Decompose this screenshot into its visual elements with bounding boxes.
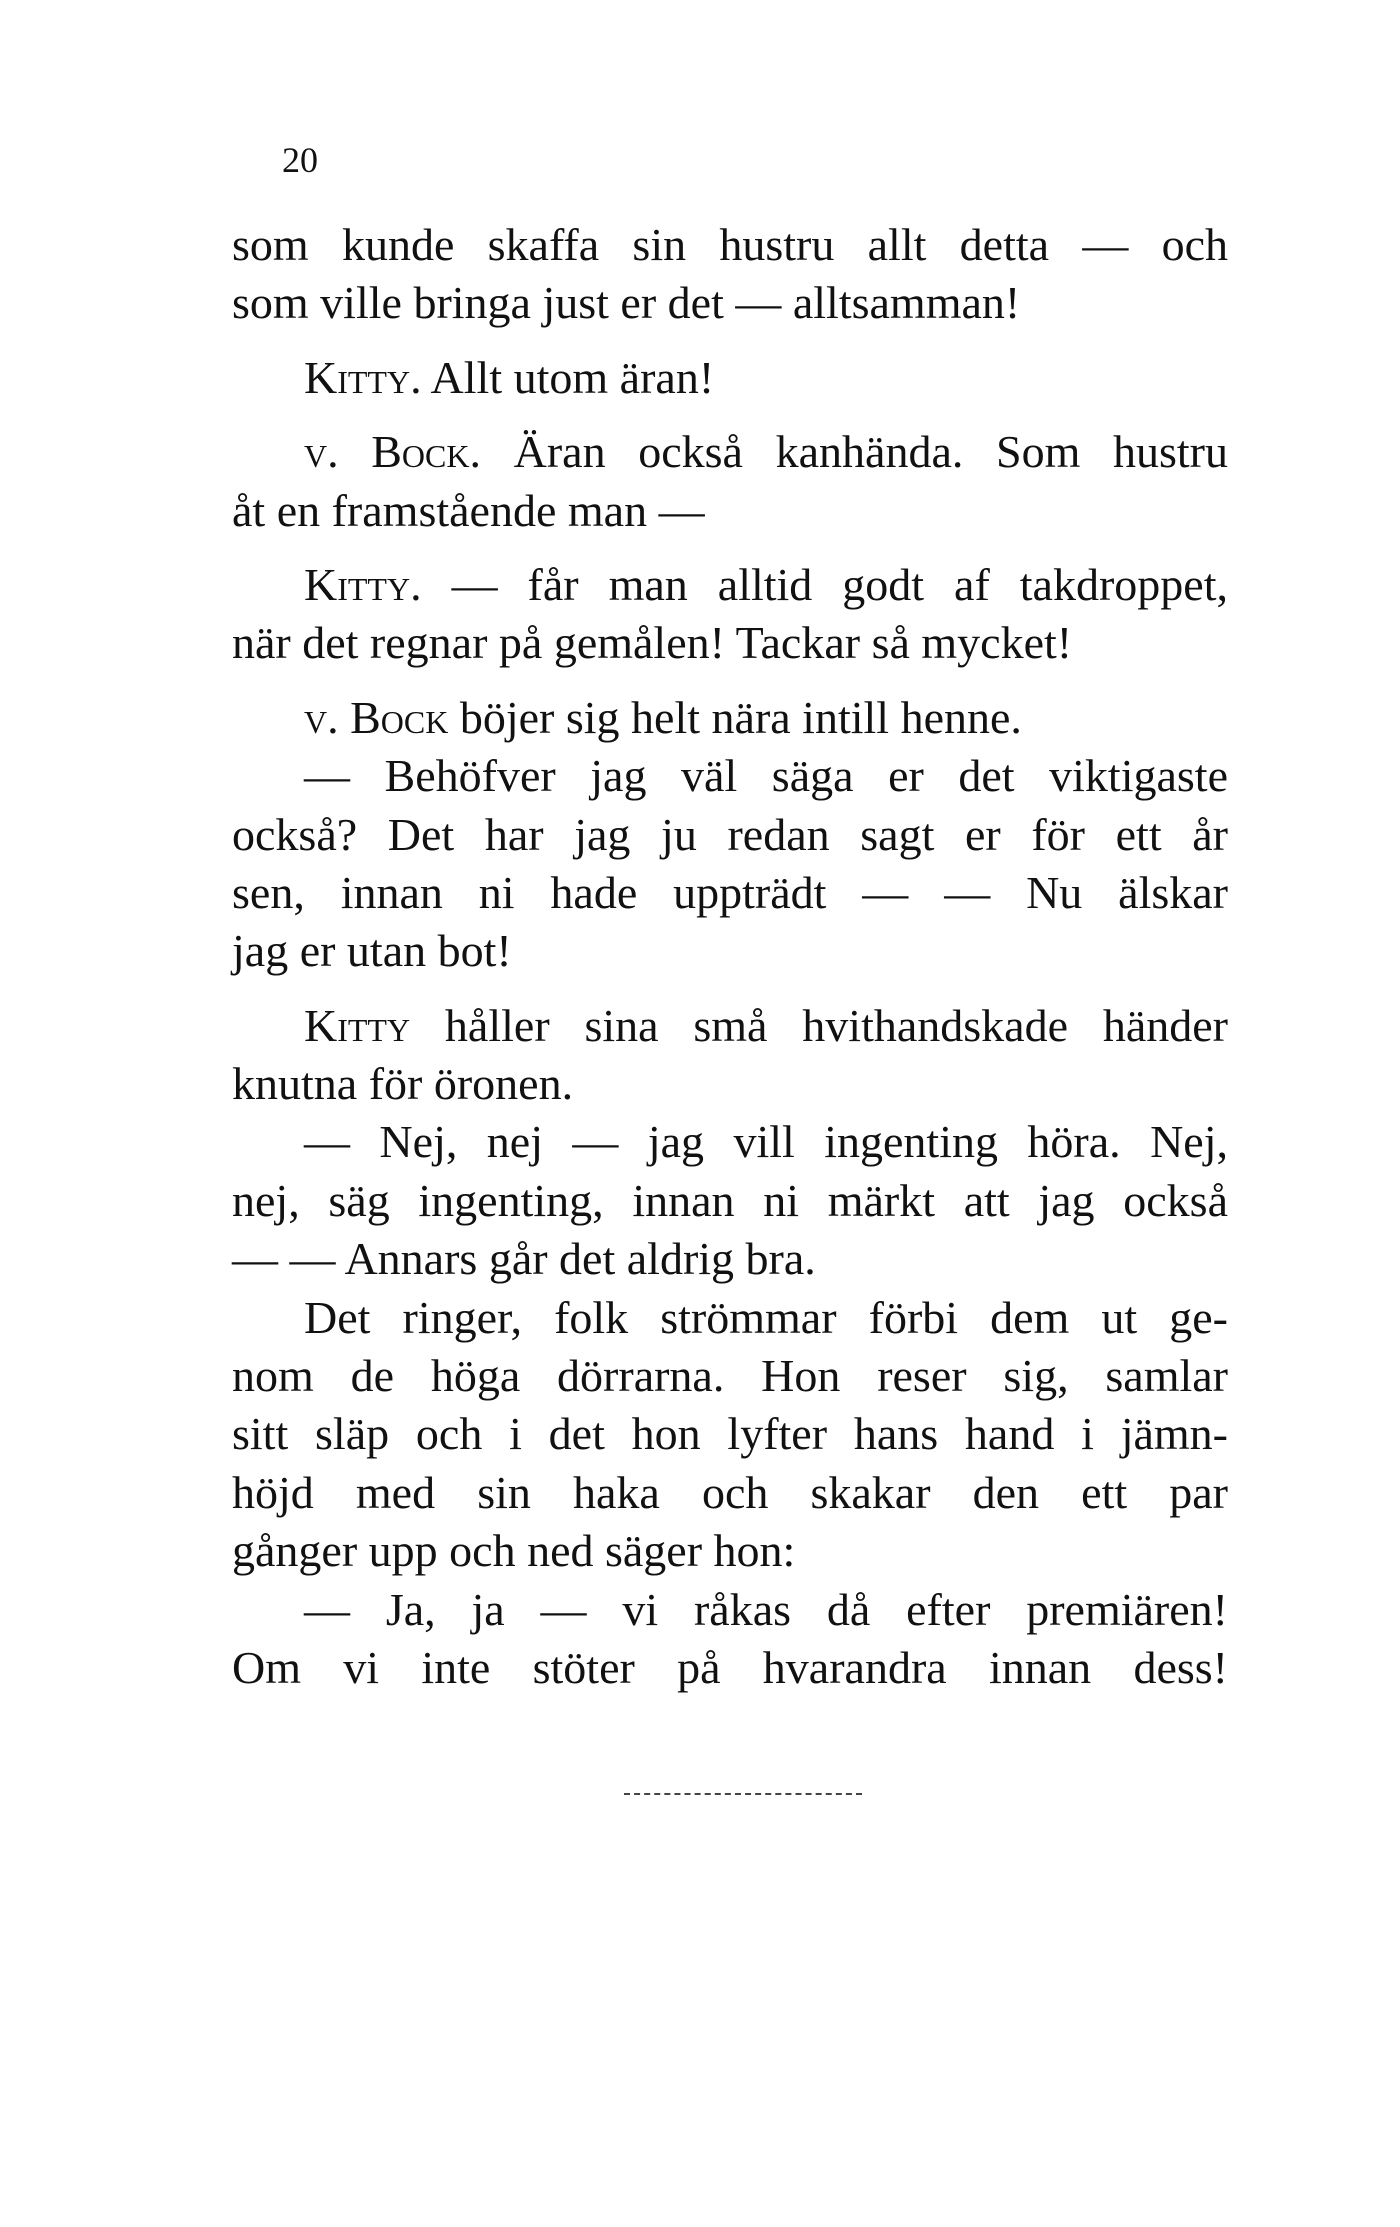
text-line — [232, 1230, 1228, 1288]
line-text: — Ja, ja — vi råkas då efter premiären! — [304, 1583, 1228, 1635]
line-text: — får man alltid godt af takdroppet, — [421, 558, 1228, 610]
text-line — [232, 423, 1228, 481]
line-text: också? Det har jag ju redan sagt er för ett år — [232, 808, 1228, 860]
section-divider — [624, 1793, 862, 1795]
line-text: knutna för öronen. — [232, 1058, 574, 1110]
line-text: som ville bringa just er det — alltsamman! — [232, 277, 1021, 329]
text-line — [232, 216, 1228, 274]
text-line — [232, 1055, 1228, 1113]
line-text: Det ringer, folk strömmar förbi dem ut ge- — [304, 1291, 1228, 1343]
text-line — [232, 349, 1228, 407]
text-line — [232, 1639, 1228, 1697]
line-text: åt en framstående man — — [232, 484, 705, 536]
text-line — [232, 1113, 1228, 1171]
text-line — [232, 556, 1228, 614]
text-line — [232, 1347, 1228, 1405]
line-text: böjer sig helt nära intill henne. — [448, 691, 1022, 743]
line-text: — Nej, nej — jag vill ingenting höra. Nej, — [304, 1116, 1228, 1168]
line-text: — — Annars går det aldrig bra. — [232, 1233, 816, 1285]
line-text: Äran också kanhända. Som hustru — [481, 426, 1228, 478]
line-text: Allt utom äran! — [421, 351, 715, 403]
speaker-name: v. Bock — [304, 691, 449, 743]
line-text: som kunde skaffa sin hustru allt detta — och — [232, 219, 1228, 270]
page-number: 20 — [282, 140, 318, 180]
line-text: jag er utan bot! — [232, 925, 512, 977]
text-line — [232, 482, 1228, 540]
line-text: nom de höga dörrarna. Hon reser sig, samlar — [232, 1350, 1228, 1402]
speaker-name: Kitty. — [304, 558, 422, 610]
text-line — [232, 1464, 1228, 1522]
line-text: håller sina små hvithandskade händer — [410, 999, 1228, 1051]
line-text: sen, innan ni hade uppträdt — — Nu älskar — [232, 866, 1228, 918]
text-line — [232, 1522, 1228, 1580]
text-line — [232, 1581, 1228, 1639]
speaker-name: v. Bock. — [304, 426, 481, 478]
text-line — [232, 1405, 1228, 1463]
text-line — [232, 864, 1228, 922]
text-line — [232, 274, 1228, 332]
text-line — [232, 922, 1228, 980]
text-line — [232, 747, 1228, 805]
speaker-name: Kitty — [304, 999, 411, 1051]
text-line — [232, 1172, 1228, 1230]
line-text: Om vi inte stöter på hvarandra innan dess! — [232, 1641, 1228, 1693]
line-text: gånger upp och ned säger hon: — [232, 1525, 796, 1577]
text-line — [232, 614, 1228, 672]
line-text: nej, säg ingenting, innan ni märkt att jag också — [232, 1174, 1228, 1226]
body-text — [232, 216, 1228, 1697]
text-line — [232, 806, 1228, 864]
text-line — [232, 997, 1228, 1055]
speaker-name: Kitty. — [304, 351, 422, 403]
line-text: — Behöfver jag väl säga er det viktigaste — [304, 750, 1228, 802]
line-text: sitt släp och i det hon lyfter hans hand i jämn- — [232, 1408, 1228, 1460]
line-text: höjd med sin haka och skakar den ett par — [232, 1466, 1228, 1518]
line-text: när det regnar på gemålen! Tackar så mycket! — [232, 617, 1073, 669]
text-line — [232, 1289, 1228, 1347]
text-line — [232, 689, 1228, 747]
